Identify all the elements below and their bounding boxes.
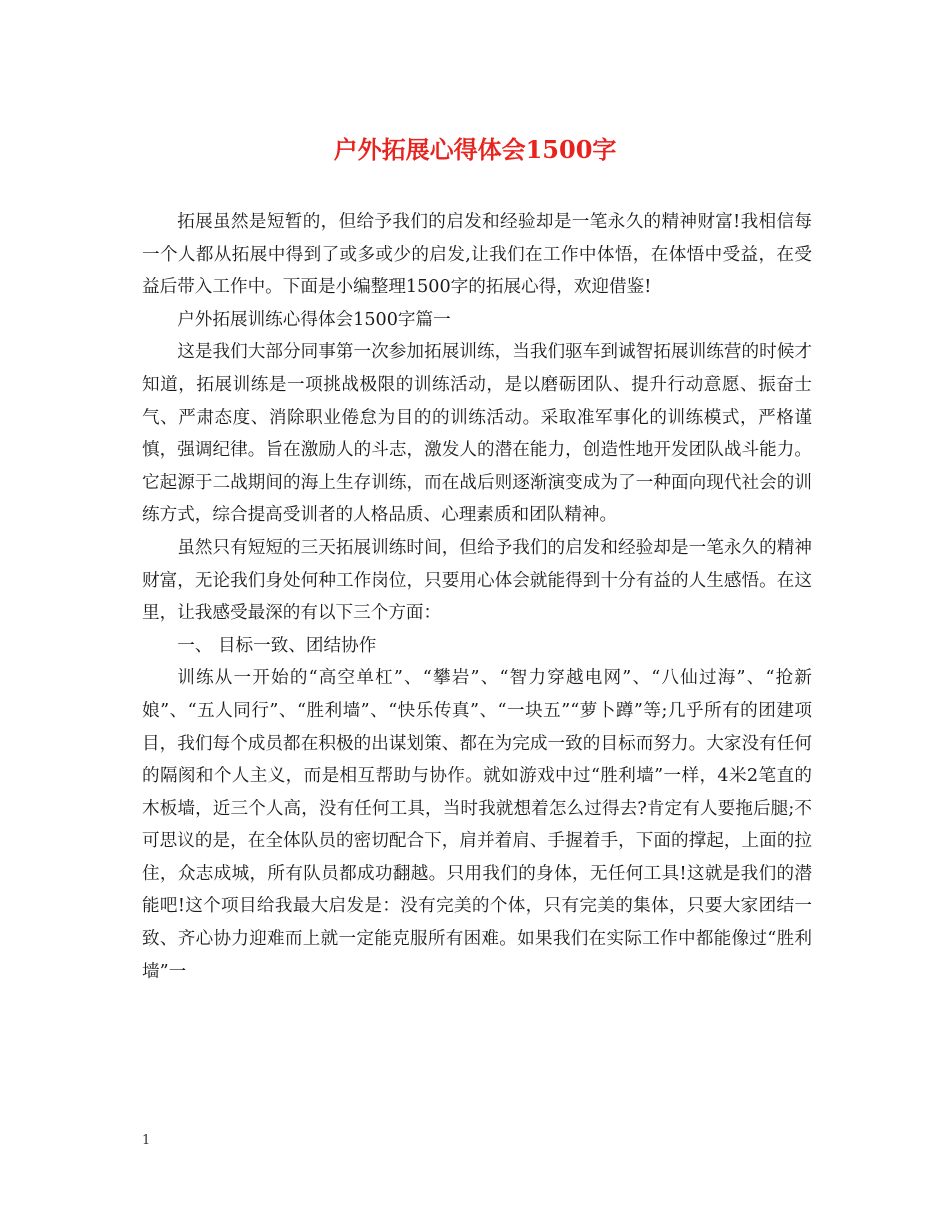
document-body (142, 206, 812, 988)
body-paragraph: 这是我们大部分同事第一次参加拓展训练，当我们驱车到诚智拓展训练营的时候才知道，拓展训练是一项挑战极限的训练活动，是以磨砺团队、提升行动意愿、振奋士气、严肃态度、消除职业倦怠为目的的训练活动。采取准军事化的训练模式，严格谨慎，强调纪律。旨在激励人的斗志，激发人的潜在能力，创造性地开发团队战斗能力。它起源于二战期间的海上生存训练，而在战后则逐渐演变成为了一种面向现代社会的训练方式，综合提高受训者的人格品质、心理素质和团队精神。 (142, 342, 812, 526)
body-paragraph: 训练从一开始的“高空单杠”、“攀岩”、“智力穿越电网”、“八仙过海”、“抢新娘”、“五人同行”、“胜利墙”、“快乐传真”、“一块五”“萝卜蹲”等;几乎所有的团建项目，我们每个成员都在积极的出谋划策、都在为完成一致的目标而努力。大家没有任何的隔阂和个人主义，而是相互帮助与协作。就如游戏中过“胜利墙”一样，4米2笔直的木板墙，近三个人高，没有任何工具，当时我就想着怎么过得去?肯定有人要拖后腿;不可思议的是，在全体队员的密切配合下，肩并着肩、手握着手，下面的撑起，上面的拉住，众志成城，所有队员都成功翻越。只用我们的身体，无任何工具!这就是我们的潜能吧!这个项目给我最大启发是：没有完美的个体，只有完美的集体，只要大家团结一致、齐心协力迎难而上就一定能克服所有困难。如果我们在实际工作中都能像过“胜利墙”一 (142, 668, 812, 982)
section-heading: 户外拓展训练心得体会1500字篇一 (177, 309, 451, 330)
subsection-heading: 一、 目标一致、团结协作 (177, 635, 377, 656)
page-number: 1 (142, 1133, 151, 1148)
intro-paragraph: 拓展虽然是短暂的，但给予我们的启发和经验却是一笔永久的精神财富!我相信每一个人都从拓展中得到了或多或少的启发,让我们在工作中体悟，在体悟中受益，在受益后带入工作中。下面是小编整理1500字的拓展心得，欢迎借鉴! (142, 212, 812, 298)
body-paragraph: 虽然只有短短的三天拓展训练时间，但给予我们的启发和经验却是一笔永久的精神财富，无论我们身处何种工作岗位，只要用心体会就能得到十分有益的人生感悟。在这里，让我感受最深的有以下三个方面： (142, 537, 812, 624)
document-title: 户外拓展心得体会1500字 (333, 135, 617, 164)
